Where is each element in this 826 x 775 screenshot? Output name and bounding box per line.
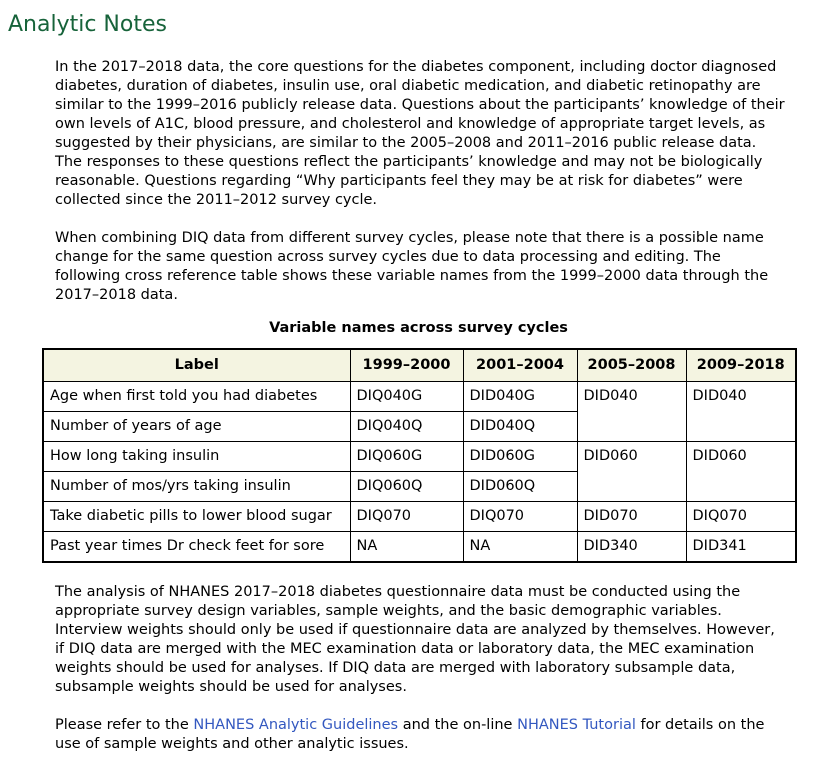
table-row bbox=[43, 382, 796, 412]
link-nhanes-tutorial[interactable]: NHANES Tutorial bbox=[517, 717, 636, 733]
table-cell: DID340 bbox=[577, 532, 686, 563]
table-cell: DIQ070 bbox=[463, 502, 577, 532]
table-cell-label: Take diabetic pills to lower blood sugar bbox=[43, 502, 350, 532]
header-cell-1999-2000: 1999–2000 bbox=[350, 349, 463, 382]
link-nhanes-analytic-guidelines[interactable]: NHANES Analytic Guidelines bbox=[193, 717, 399, 733]
table-cell: DID060Q bbox=[463, 472, 577, 502]
closing-text: for details on the use of sample weights and other analytic issues. bbox=[55, 717, 765, 752]
table-cell-merged: DID040 bbox=[577, 382, 686, 442]
combining-paragraph: When combining DIQ data from different survey cycles, please note that there is a possible name change for the same question across survey cycles due to data processing and editing. The following cross reference table shows these variable names from the 1999–2000 data through the 2017–2018 data. bbox=[55, 230, 769, 303]
table-cell: NA bbox=[350, 532, 463, 563]
table-cell: DID040G bbox=[463, 382, 577, 412]
header-cell-2001-2004: 2001–2004 bbox=[463, 349, 577, 382]
table-cell: DIQ060G bbox=[350, 442, 463, 472]
closing-text: Please refer to the bbox=[55, 717, 194, 733]
header-cell-2005-2008: 2005–2008 bbox=[577, 349, 686, 382]
table-cell: DID060G bbox=[463, 442, 577, 472]
table-cell: NA bbox=[463, 532, 577, 563]
table-caption: Variable names across survey cycles bbox=[269, 320, 568, 336]
table-cell-merged: DID060 bbox=[577, 442, 686, 502]
table-row bbox=[43, 502, 796, 532]
closing-text: and the on-line bbox=[398, 717, 518, 733]
header-cell-2009-2018: 2009–2018 bbox=[686, 349, 796, 382]
table-cell: DID040Q bbox=[463, 412, 577, 442]
table-cell: DIQ070 bbox=[686, 502, 796, 532]
table-cell: DIQ070 bbox=[350, 502, 463, 532]
table-cell-label: Age when first told you had diabetes bbox=[43, 382, 350, 412]
content-area bbox=[42, 58, 795, 754]
table-row bbox=[43, 532, 796, 563]
closing-paragraph bbox=[55, 716, 787, 754]
table-cell-label: Past year times Dr check feet for sore bbox=[43, 532, 350, 563]
table-row bbox=[43, 442, 796, 472]
table-cell-label: Number of years of age bbox=[43, 412, 350, 442]
variable-names-table bbox=[42, 348, 797, 563]
table-cell: DIQ060Q bbox=[350, 472, 463, 502]
header-cell-label: Label bbox=[43, 349, 350, 382]
table-cell-label: Number of mos/yrs taking insulin bbox=[43, 472, 350, 502]
table-cell-label: How long taking insulin bbox=[43, 442, 350, 472]
table-header-row bbox=[43, 349, 796, 382]
table-cell: DIQ040G bbox=[350, 382, 463, 412]
table-cell-merged: DID040 bbox=[686, 382, 796, 442]
intro-paragraph: In the 2017–2018 data, the core questions for the diabetes component, including doctor diagnosed diabetes, duration of diabetes, insulin use, oral diabetic medication, and diabetic retinopathy are similar to the 1999–2016 publicly release data. Questions about the participants’ knowledge of their own levels of A1C, blood pressure, and cholesterol and knowledge of appropriate target levels, as suggested by their physicians, are similar to the 2005–2008 and 2011–2016 public release data. The responses to these questions reflect the participants’ knowledge and may not be biologically reasonable. Questions regarding “Why participants feel they may be at risk for diabetes” were collected since the 2011–2012 survey cycle. bbox=[55, 59, 785, 208]
analysis-paragraph: The analysis of NHANES 2017–2018 diabetes questionnaire data must be conducted using the appropriate survey design variables, sample weights, and the basic demographic variables. Interview weights should only be used if questionnaire data are analyzed by themselves. However, if DIQ data are merged with the MEC examination data or laboratory data, the MEC examination weights should be used for analyses. If DIQ data are merged with laboratory subsample data, subsample weights should be used for analyses. bbox=[55, 584, 775, 695]
table-cell: DID070 bbox=[577, 502, 686, 532]
table-cell: DID341 bbox=[686, 532, 796, 563]
table-cell-merged: DID060 bbox=[686, 442, 796, 502]
table-cell: DIQ040Q bbox=[350, 412, 463, 442]
page-title: Analytic Notes bbox=[8, 12, 167, 37]
